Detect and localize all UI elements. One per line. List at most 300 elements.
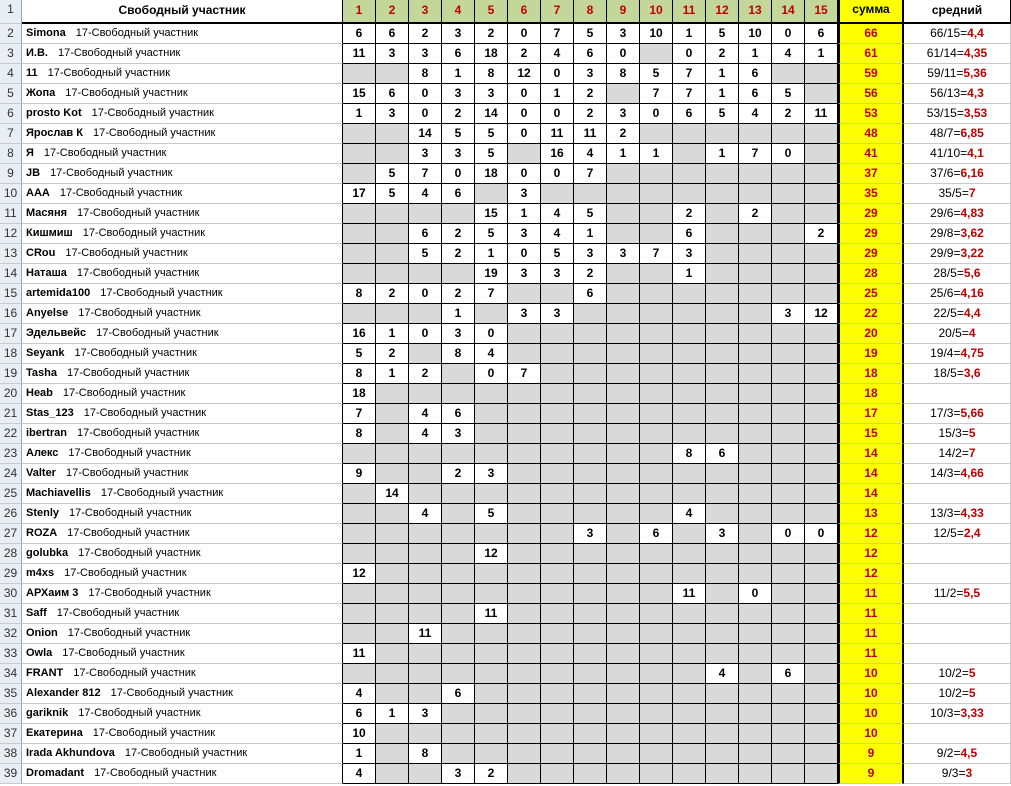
score-cell[interactable] (409, 544, 442, 564)
row-header[interactable]: 13 (0, 244, 22, 264)
score-cell[interactable] (673, 764, 706, 784)
sum-cell[interactable]: 10 (838, 704, 904, 724)
score-cell[interactable] (508, 704, 541, 724)
score-cell[interactable] (805, 544, 838, 564)
row-header[interactable]: 26 (0, 504, 22, 524)
score-cell[interactable]: 1 (475, 244, 508, 264)
score-cell[interactable] (442, 744, 475, 764)
score-cell[interactable]: 3 (673, 244, 706, 264)
score-cell[interactable] (574, 184, 607, 204)
participant-cell[interactable] (22, 544, 343, 564)
average-cell[interactable] (904, 264, 1011, 284)
score-cell[interactable] (706, 204, 739, 224)
score-cell[interactable]: 6 (376, 84, 409, 104)
score-cell[interactable] (640, 484, 673, 504)
average-cell[interactable] (904, 184, 1011, 204)
score-cell[interactable] (772, 504, 805, 524)
participant-cell[interactable] (22, 24, 343, 44)
score-cell[interactable] (706, 264, 739, 284)
score-cell[interactable]: 8 (409, 744, 442, 764)
score-cell[interactable] (805, 184, 838, 204)
score-cell[interactable] (343, 584, 376, 604)
score-cell[interactable]: 8 (607, 64, 640, 84)
participant-cell[interactable] (22, 404, 343, 424)
score-cell[interactable] (640, 224, 673, 244)
score-cell[interactable] (442, 524, 475, 544)
score-cell[interactable]: 5 (376, 184, 409, 204)
score-cell[interactable] (376, 264, 409, 284)
score-cell[interactable] (574, 724, 607, 744)
average-cell[interactable] (904, 704, 1011, 724)
header-round-12[interactable]: 12 (706, 0, 739, 24)
score-cell[interactable] (739, 164, 772, 184)
score-cell[interactable]: 6 (673, 224, 706, 244)
score-cell[interactable]: 4 (574, 144, 607, 164)
score-cell[interactable] (640, 724, 673, 744)
score-cell[interactable] (673, 144, 706, 164)
row-header[interactable]: 14 (0, 264, 22, 284)
score-cell[interactable] (343, 624, 376, 644)
score-cell[interactable]: 5 (409, 244, 442, 264)
score-cell[interactable] (409, 444, 442, 464)
score-cell[interactable]: 7 (508, 364, 541, 384)
participant-cell[interactable] (22, 724, 343, 744)
score-cell[interactable] (640, 404, 673, 424)
score-cell[interactable]: 1 (541, 84, 574, 104)
average-cell[interactable] (904, 244, 1011, 264)
score-cell[interactable] (739, 684, 772, 704)
score-cell[interactable] (640, 344, 673, 364)
score-cell[interactable]: 1 (343, 104, 376, 124)
score-cell[interactable] (706, 704, 739, 724)
score-cell[interactable] (376, 424, 409, 444)
row-header[interactable]: 17 (0, 324, 22, 344)
score-cell[interactable]: 8 (409, 64, 442, 84)
score-cell[interactable]: 4 (409, 424, 442, 444)
score-cell[interactable] (805, 364, 838, 384)
score-cell[interactable] (574, 304, 607, 324)
participant-cell[interactable] (22, 224, 343, 244)
score-cell[interactable] (739, 284, 772, 304)
score-cell[interactable]: 1 (442, 304, 475, 324)
score-cell[interactable]: 2 (409, 24, 442, 44)
participant-cell[interactable] (22, 704, 343, 724)
score-cell[interactable]: 2 (475, 764, 508, 784)
score-cell[interactable] (640, 704, 673, 724)
score-cell[interactable]: 3 (574, 64, 607, 84)
score-cell[interactable]: 0 (508, 24, 541, 44)
score-cell[interactable] (673, 284, 706, 304)
score-cell[interactable]: 5 (475, 124, 508, 144)
score-cell[interactable] (640, 604, 673, 624)
score-cell[interactable]: 3 (607, 104, 640, 124)
score-cell[interactable]: 3 (442, 144, 475, 164)
score-cell[interactable] (640, 504, 673, 524)
score-cell[interactable] (376, 124, 409, 144)
header-round-8[interactable]: 8 (574, 0, 607, 24)
score-cell[interactable]: 3 (442, 84, 475, 104)
average-cell[interactable] (904, 144, 1011, 164)
participant-cell[interactable] (22, 664, 343, 684)
score-cell[interactable] (607, 504, 640, 524)
score-cell[interactable] (376, 604, 409, 624)
sum-cell[interactable]: 25 (838, 284, 904, 304)
sum-cell[interactable]: 29 (838, 224, 904, 244)
score-cell[interactable] (376, 384, 409, 404)
score-cell[interactable]: 0 (772, 144, 805, 164)
score-cell[interactable] (739, 304, 772, 324)
score-cell[interactable] (475, 644, 508, 664)
score-cell[interactable] (706, 644, 739, 664)
score-cell[interactable]: 2 (475, 24, 508, 44)
score-cell[interactable] (343, 604, 376, 624)
score-cell[interactable] (607, 764, 640, 784)
score-cell[interactable] (574, 484, 607, 504)
score-cell[interactable] (574, 684, 607, 704)
score-cell[interactable] (607, 744, 640, 764)
sum-cell[interactable]: 18 (838, 364, 904, 384)
score-cell[interactable] (574, 364, 607, 384)
score-cell[interactable]: 3 (541, 264, 574, 284)
score-cell[interactable] (409, 524, 442, 544)
score-cell[interactable]: 4 (409, 504, 442, 524)
header-round-9[interactable]: 9 (607, 0, 640, 24)
score-cell[interactable] (640, 664, 673, 684)
score-cell[interactable] (343, 304, 376, 324)
score-cell[interactable]: 0 (475, 324, 508, 344)
score-cell[interactable] (805, 204, 838, 224)
score-cell[interactable] (805, 404, 838, 424)
score-cell[interactable] (673, 324, 706, 344)
average-cell[interactable] (904, 44, 1011, 64)
score-cell[interactable] (475, 404, 508, 424)
score-cell[interactable] (508, 384, 541, 404)
score-cell[interactable] (607, 84, 640, 104)
score-cell[interactable] (673, 704, 706, 724)
average-cell[interactable] (904, 284, 1011, 304)
score-cell[interactable] (772, 324, 805, 344)
score-cell[interactable] (673, 184, 706, 204)
score-cell[interactable]: 6 (805, 24, 838, 44)
score-cell[interactable] (607, 604, 640, 624)
score-cell[interactable]: 1 (739, 44, 772, 64)
row-header[interactable]: 15 (0, 284, 22, 304)
score-cell[interactable]: 7 (640, 84, 673, 104)
score-cell[interactable] (640, 304, 673, 324)
score-cell[interactable] (640, 164, 673, 184)
score-cell[interactable] (343, 544, 376, 564)
score-cell[interactable]: 16 (343, 324, 376, 344)
average-cell[interactable] (904, 464, 1011, 484)
score-cell[interactable] (343, 64, 376, 84)
score-cell[interactable]: 7 (574, 164, 607, 184)
score-cell[interactable] (772, 464, 805, 484)
score-cell[interactable]: 14 (475, 104, 508, 124)
score-cell[interactable] (541, 504, 574, 524)
score-cell[interactable] (541, 704, 574, 724)
sum-cell[interactable]: 11 (838, 604, 904, 624)
score-cell[interactable] (673, 604, 706, 624)
score-cell[interactable]: 2 (376, 284, 409, 304)
row-header[interactable]: 22 (0, 424, 22, 444)
score-cell[interactable]: 3 (442, 424, 475, 444)
score-cell[interactable] (772, 164, 805, 184)
row-header[interactable]: 25 (0, 484, 22, 504)
row-header[interactable]: 8 (0, 144, 22, 164)
score-cell[interactable]: 3 (376, 104, 409, 124)
score-cell[interactable] (706, 604, 739, 624)
score-cell[interactable] (739, 404, 772, 424)
score-cell[interactable]: 7 (673, 84, 706, 104)
score-cell[interactable] (607, 264, 640, 284)
score-cell[interactable] (475, 744, 508, 764)
score-cell[interactable] (772, 344, 805, 364)
score-cell[interactable]: 0 (508, 104, 541, 124)
score-cell[interactable]: 2 (574, 104, 607, 124)
score-cell[interactable] (508, 644, 541, 664)
participant-cell[interactable] (22, 564, 343, 584)
score-cell[interactable] (409, 664, 442, 684)
average-cell[interactable] (904, 664, 1011, 684)
score-cell[interactable] (772, 724, 805, 744)
sum-cell[interactable]: 15 (838, 424, 904, 444)
score-cell[interactable] (607, 724, 640, 744)
score-cell[interactable] (673, 524, 706, 544)
participant-cell[interactable] (22, 64, 343, 84)
score-cell[interactable] (343, 664, 376, 684)
score-cell[interactable] (739, 444, 772, 464)
score-cell[interactable]: 2 (442, 464, 475, 484)
score-cell[interactable]: 9 (343, 464, 376, 484)
score-cell[interactable] (805, 744, 838, 764)
score-cell[interactable] (739, 744, 772, 764)
sum-cell[interactable]: 12 (838, 544, 904, 564)
average-cell[interactable] (904, 524, 1011, 544)
sum-cell[interactable]: 13 (838, 504, 904, 524)
score-cell[interactable]: 1 (343, 744, 376, 764)
score-cell[interactable]: 4 (673, 504, 706, 524)
score-cell[interactable] (772, 364, 805, 384)
score-cell[interactable]: 4 (541, 224, 574, 244)
average-cell[interactable] (904, 364, 1011, 384)
score-cell[interactable] (805, 604, 838, 624)
sum-cell[interactable]: 10 (838, 724, 904, 744)
sum-cell[interactable]: 29 (838, 204, 904, 224)
score-cell[interactable] (541, 544, 574, 564)
score-cell[interactable]: 0 (508, 164, 541, 184)
score-cell[interactable] (442, 504, 475, 524)
score-cell[interactable]: 1 (640, 144, 673, 164)
score-cell[interactable] (640, 464, 673, 484)
score-cell[interactable] (574, 464, 607, 484)
score-cell[interactable] (673, 384, 706, 404)
score-cell[interactable] (376, 304, 409, 324)
average-cell[interactable] (904, 744, 1011, 764)
row-header[interactable]: 12 (0, 224, 22, 244)
score-cell[interactable]: 8 (442, 344, 475, 364)
score-cell[interactable]: 2 (574, 84, 607, 104)
header-round-2[interactable]: 2 (376, 0, 409, 24)
score-cell[interactable] (508, 664, 541, 684)
score-cell[interactable]: 0 (541, 164, 574, 184)
score-cell[interactable] (508, 624, 541, 644)
row-header[interactable]: 20 (0, 384, 22, 404)
score-cell[interactable] (772, 64, 805, 84)
row-header[interactable]: 29 (0, 564, 22, 584)
score-cell[interactable] (541, 424, 574, 444)
score-cell[interactable]: 17 (343, 184, 376, 204)
score-cell[interactable]: 3 (376, 44, 409, 64)
score-cell[interactable] (442, 564, 475, 584)
score-cell[interactable] (376, 544, 409, 564)
score-cell[interactable] (739, 244, 772, 264)
score-cell[interactable] (706, 744, 739, 764)
score-cell[interactable] (442, 584, 475, 604)
score-cell[interactable] (673, 304, 706, 324)
score-cell[interactable] (706, 164, 739, 184)
average-cell[interactable] (904, 124, 1011, 144)
score-cell[interactable]: 8 (343, 364, 376, 384)
score-cell[interactable] (739, 604, 772, 624)
score-cell[interactable] (541, 344, 574, 364)
score-cell[interactable] (508, 724, 541, 744)
average-cell[interactable] (904, 104, 1011, 124)
score-cell[interactable] (508, 144, 541, 164)
average-cell[interactable] (904, 384, 1011, 404)
row-header[interactable]: 7 (0, 124, 22, 144)
sum-cell[interactable]: 41 (838, 144, 904, 164)
score-cell[interactable]: 1 (805, 44, 838, 64)
score-cell[interactable] (475, 444, 508, 464)
header-round-4[interactable]: 4 (442, 0, 475, 24)
score-cell[interactable] (772, 444, 805, 464)
score-cell[interactable] (343, 144, 376, 164)
row-header[interactable]: 35 (0, 684, 22, 704)
score-cell[interactable] (673, 404, 706, 424)
score-cell[interactable]: 5 (640, 64, 673, 84)
score-cell[interactable] (376, 144, 409, 164)
participant-cell[interactable] (22, 624, 343, 644)
score-cell[interactable] (409, 644, 442, 664)
participant-cell[interactable] (22, 424, 343, 444)
score-cell[interactable] (508, 684, 541, 704)
score-cell[interactable] (541, 384, 574, 404)
sum-cell[interactable]: 10 (838, 664, 904, 684)
score-cell[interactable]: 7 (739, 144, 772, 164)
score-cell[interactable] (739, 224, 772, 244)
participant-cell[interactable] (22, 584, 343, 604)
score-cell[interactable] (475, 564, 508, 584)
score-cell[interactable] (607, 464, 640, 484)
score-cell[interactable] (508, 404, 541, 424)
score-cell[interactable] (772, 424, 805, 444)
header-round-3[interactable]: 3 (409, 0, 442, 24)
score-cell[interactable] (706, 404, 739, 424)
sum-cell[interactable]: 22 (838, 304, 904, 324)
sum-cell[interactable]: 37 (838, 164, 904, 184)
score-cell[interactable] (442, 704, 475, 724)
score-cell[interactable] (739, 704, 772, 724)
participant-cell[interactable] (22, 304, 343, 324)
participant-cell[interactable] (22, 164, 343, 184)
score-cell[interactable]: 5 (706, 104, 739, 124)
score-cell[interactable] (805, 344, 838, 364)
score-cell[interactable] (739, 484, 772, 504)
score-cell[interactable] (442, 664, 475, 684)
score-cell[interactable] (343, 164, 376, 184)
row-header[interactable]: 9 (0, 164, 22, 184)
score-cell[interactable] (772, 124, 805, 144)
score-cell[interactable] (343, 124, 376, 144)
score-cell[interactable]: 0 (475, 364, 508, 384)
score-cell[interactable] (673, 544, 706, 564)
score-cell[interactable]: 1 (673, 264, 706, 284)
score-cell[interactable] (607, 344, 640, 364)
score-cell[interactable] (574, 384, 607, 404)
header-round-10[interactable]: 10 (640, 0, 673, 24)
score-cell[interactable] (607, 644, 640, 664)
score-cell[interactable] (607, 704, 640, 724)
score-cell[interactable] (376, 524, 409, 544)
average-cell[interactable] (904, 644, 1011, 664)
score-cell[interactable]: 4 (343, 764, 376, 784)
score-cell[interactable]: 2 (772, 104, 805, 124)
score-cell[interactable] (442, 384, 475, 404)
score-cell[interactable] (706, 764, 739, 784)
score-cell[interactable] (475, 584, 508, 604)
row-header[interactable]: 3 (0, 44, 22, 64)
score-cell[interactable] (574, 764, 607, 784)
score-cell[interactable] (508, 604, 541, 624)
score-cell[interactable]: 6 (343, 704, 376, 724)
score-cell[interactable]: 6 (442, 684, 475, 704)
header-round-13[interactable]: 13 (739, 0, 772, 24)
score-cell[interactable]: 4 (541, 204, 574, 224)
score-cell[interactable]: 1 (376, 704, 409, 724)
score-cell[interactable] (508, 544, 541, 564)
score-cell[interactable]: 7 (673, 64, 706, 84)
score-cell[interactable] (508, 344, 541, 364)
row-header[interactable]: 28 (0, 544, 22, 564)
participant-cell[interactable] (22, 444, 343, 464)
score-cell[interactable] (376, 664, 409, 684)
score-cell[interactable]: 2 (574, 264, 607, 284)
score-cell[interactable] (706, 684, 739, 704)
score-cell[interactable] (409, 764, 442, 784)
score-cell[interactable] (508, 524, 541, 544)
row-header[interactable]: 4 (0, 64, 22, 84)
score-cell[interactable] (706, 464, 739, 484)
row-header[interactable]: 38 (0, 744, 22, 764)
score-cell[interactable]: 3 (508, 264, 541, 284)
score-cell[interactable] (706, 324, 739, 344)
score-cell[interactable]: 3 (706, 524, 739, 544)
score-cell[interactable]: 12 (343, 564, 376, 584)
score-cell[interactable] (508, 484, 541, 504)
score-cell[interactable]: 14 (376, 484, 409, 504)
sum-cell[interactable]: 29 (838, 244, 904, 264)
score-cell[interactable] (376, 684, 409, 704)
score-cell[interactable]: 11 (343, 44, 376, 64)
score-cell[interactable] (607, 524, 640, 544)
participant-cell[interactable] (22, 284, 343, 304)
score-cell[interactable] (805, 564, 838, 584)
score-cell[interactable]: 0 (805, 524, 838, 544)
average-cell[interactable] (904, 724, 1011, 744)
score-cell[interactable] (442, 264, 475, 284)
row-header[interactable]: 32 (0, 624, 22, 644)
score-cell[interactable] (805, 584, 838, 604)
